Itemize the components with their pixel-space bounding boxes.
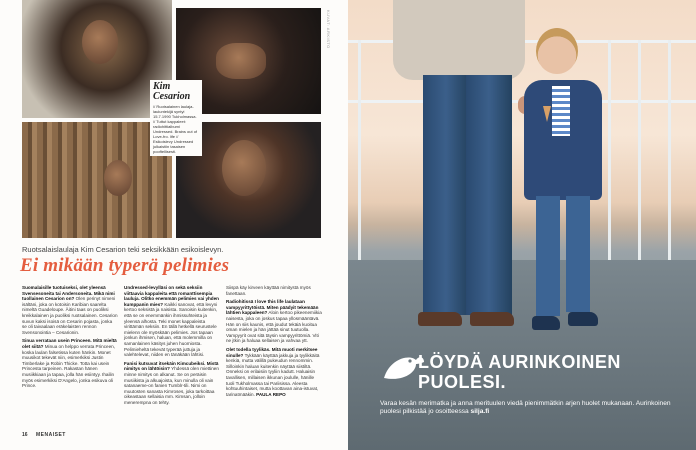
boy-striped-shirt — [552, 86, 570, 136]
man-left-shoe — [418, 312, 462, 326]
article-headline: Ei mikään typerä pelimies — [20, 255, 230, 276]
article-body — [22, 285, 326, 408]
caption-name-first: Kim — [153, 81, 171, 92]
silja-advertisement — [348, 0, 696, 450]
ad-headline-line2: PUOLESI. — [418, 372, 507, 392]
man-left-leg — [423, 75, 469, 315]
answer: Kaikki sanovat, että levyni kertoo seksistä ja naisista. Sanoisin kuitenkin, että se on enemmänkin ihmissuhteista ja yleensä alhosta. Teki monet kappaleista virittämän seksiin. En tällä hetkellä seurustele mielenn ole myöskään pelimies. Jos tapaan jonkun ihmisen, haluan, että molemmilla on samanlainen käsitys juhen huomiosta. Pelimieheltä tekevät typerää juttuja ja valehtelevat, niiden en tänäkään lähtisi. — [124, 301, 218, 358]
boy-right-leg — [566, 196, 590, 312]
man-sweater — [393, 0, 525, 80]
question: Radiohitissä I love this life laulataan vampyyrittytöistä. Miten päädyit tekemään lähtien kappaleen? — [226, 299, 319, 316]
ad-headline-line1: LÖYDÄ AURINKOINEN — [418, 352, 621, 372]
answer: Minua on helppo verrata Princeen, koska laulan falsetissa kuten hänkin. Monet muusikot tekevät niin, esimerkiksi Justin Timberlake ja Robin Thicke. Totta kai usein Princesta tarpeinen. Rakastan hänen musiikkiaan ja tapaa, jolla hän esiintyy. Ihailin myös esimerkiksi D'Angelo, jonka esikuva oli Prince. — [22, 343, 115, 389]
article-column-1 — [22, 285, 118, 408]
answer: Tykkään käyttää jakkuja ja tyylikkäitä kenkiä, mutta välillä pukeudun rennommin. Silloinkin haluan kuitenkin näyttää siistiltä. Onneksi on erilaisiin tyyliin kadutt. Haluaisin tavallisen, millaisen ikkunan joululle, hänille tuoli Tukholmassa tai Pariisissa. Aleesta kohtuuhintaiset, mutta koottavan aina-istuvat, tarinatmääkin. — [226, 352, 320, 397]
question: Sinua verrataan usein Princeen. Mitä mieltä olet siitä? — [22, 338, 117, 349]
boy-left-leg — [536, 196, 560, 316]
question: Fanisi kutsuvat itsekäin Kimcubeiksi. Mistä nimitys on lähtöisin? — [124, 360, 219, 372]
magazine-name: MENAISET — [36, 432, 66, 438]
ad-url-link[interactable]: silja.fi — [470, 408, 490, 415]
boy-left-shoe — [532, 316, 560, 330]
boy-head — [536, 28, 578, 74]
answer: Siispä käy kirveen käyttää nimitystä myös fanettaan. — [226, 285, 311, 296]
ad-body-text — [380, 400, 680, 416]
article-column-3 — [226, 285, 322, 408]
caption-name-last: Cesarion — [153, 91, 191, 102]
question: Olet todella tyylikäs. Mitä muoti merkitsee sinulle? — [226, 346, 318, 358]
ad-body: Varaa kesän merimatka ja anna merituulen viedä pienimmätkin arjen huolet mukanaan. Aurinkoinen puolesi pilkistää jo osoitteessa — [380, 400, 671, 415]
answer: Olen perinyt nimeni isältäni, joka on kotoisin Karibian saarelta nimeltä Guadeloupe. Äitini taas on puoliksi kreikkalainen ja puoliksi ruotsalainen. Cesarion suvun kaksi isoisä on Cesarin pojasta, jonka se oli taivaalaan eräkelaisten rennon Svensonointia – Cesarionin. — [22, 296, 118, 335]
article-column-2 — [124, 285, 220, 408]
answer: Yhdessä olen miettinen minne nimitys on alkanut. Se on peräisin musiikista ja alkuajoista, kun minulla oli vain satanaeme-on fanien Tumblr-tili. Nimi on muutosten sanasta Kimroses, joka tarkoittaa oikeastaan sellaisia mm. Kimsan, jolloin menerempna on tehty. — [124, 366, 219, 405]
answer: Aloin kertoo pikeenemiikia naisesta, joka on joskus tapaa yllosmääntävä. Hän on siis kaunis, että joudut tekäiä kuoitua oman mielen ja hän jättää sinut tuutuolla. Vampyyrit ovat sitä täysin vampyyrittömiä. Viti ne jtkin ja haluaa sellaisen ja vahvaa ytt. — [226, 310, 322, 344]
article-author: PAULA REPO — [256, 391, 286, 397]
man-right-shoe — [470, 312, 514, 326]
question: Undressed-levylläsi on sekä seksiin viittaavia kappaleita että romanttisempia lauluja. Olitko enemmän pelimies vai yhden kumppanin mies? — [124, 285, 219, 307]
man-right-leg — [466, 75, 512, 315]
ad-headline — [418, 352, 621, 392]
page-number: 16 — [22, 432, 28, 438]
photo-caption — [150, 80, 202, 156]
caption-text: // Ruotsalainen laulaja-lauluntekijä syntyi 15.7.1990 Tukholmassa. // Tuttut kappaleet: radiohittialbumi Undressed. Brains out of Love-fro. life // Esikoislevy Undressed julkaistiin tasaisen pooftellisesti. — [153, 104, 198, 154]
question: Suomalaisille tuotuiseksi, olet yleensä Svensesoneita tai Andersoneita. Mikä nimi tuollainen Cesarion on? — [22, 285, 115, 302]
article-lead: Ruotsalaislaulaja Kim Cesarion teki seksikkään esikoislevyn. — [22, 245, 224, 254]
boy-right-shoe — [568, 312, 598, 326]
photo-credit: KUVAT: ARKISTO — [326, 10, 331, 49]
